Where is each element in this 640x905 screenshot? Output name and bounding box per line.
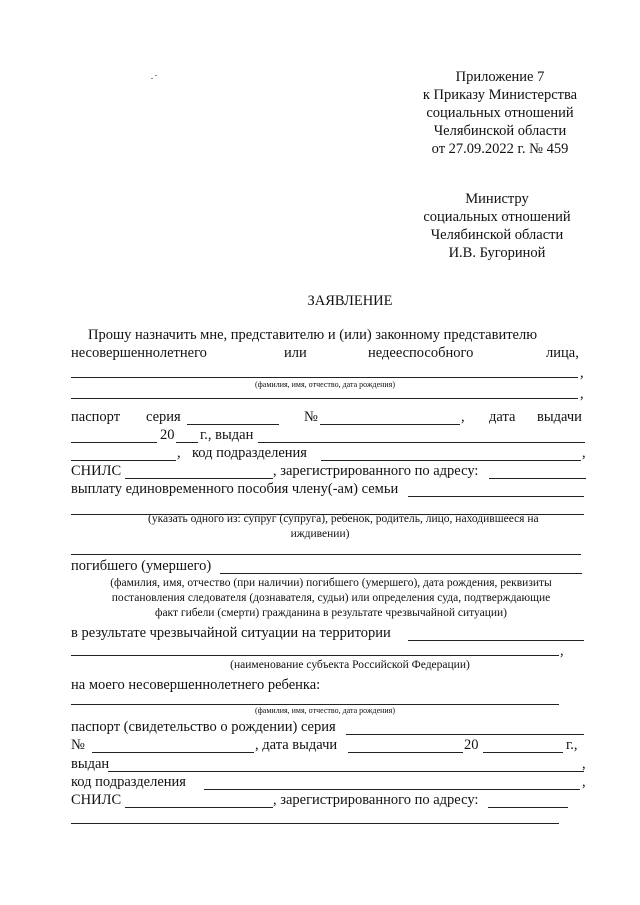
issued-by-field[interactable] xyxy=(258,442,585,443)
number-label: № xyxy=(304,409,318,425)
snils-field[interactable] xyxy=(125,478,273,479)
hint-deceased: постановления следователя (дознавателя, судьи) или определения суда, подтверждающие xyxy=(111,592,551,604)
child-issue-date-field[interactable] xyxy=(348,752,463,753)
region-field[interactable] xyxy=(408,640,584,641)
minor-child-label: на моего несовершеннолетнего ребенка: xyxy=(71,677,321,693)
address-field[interactable] xyxy=(489,478,586,479)
comma: , xyxy=(580,365,584,381)
child-address-field[interactable] xyxy=(488,807,568,808)
intro-word: или xyxy=(284,345,307,361)
issued-by-field-cont[interactable] xyxy=(71,460,176,461)
passport-series-field[interactable] xyxy=(187,424,279,425)
issue-label: выдачи xyxy=(537,409,582,425)
year-suffix: г., xyxy=(566,737,578,753)
issue-date-label: дата xyxy=(489,409,516,425)
deceased-name-field[interactable] xyxy=(220,573,582,574)
dept-code-label: код подразделения xyxy=(71,774,186,790)
addressee-line: социальных отношений xyxy=(423,209,571,225)
intro-word: недееспособного xyxy=(368,345,474,361)
snils-label: СНИЛС xyxy=(71,792,122,808)
child-number-field[interactable] xyxy=(92,752,254,753)
passport-number-field[interactable] xyxy=(320,424,460,425)
comma: , xyxy=(580,386,584,402)
child-issued-by-field[interactable] xyxy=(108,771,584,772)
registered-label: , зарегистрированного по адресу: xyxy=(273,463,479,479)
child-passport-label: паспорт (свидетельство о рождении) серия xyxy=(71,719,336,735)
hint-fio: (фамилия, имя, отчество, дата рождения) xyxy=(254,380,396,389)
comma: , xyxy=(177,445,181,461)
comma: , xyxy=(461,409,465,425)
addressee-line: Министру xyxy=(465,191,529,207)
child-fio-field[interactable] xyxy=(71,704,559,705)
deceased-label: погибшего (умершего) xyxy=(71,558,212,574)
comma: , xyxy=(582,756,586,772)
deceased-info-field[interactable] xyxy=(71,554,581,555)
applicant-fio-field[interactable] xyxy=(71,377,578,378)
hint-member-cont: иждивении) xyxy=(290,528,350,540)
hint-deceased: факт гибели (смерти) гражданина в результате чрезвычайной ситуации) xyxy=(155,607,507,619)
child-dept-code-field[interactable] xyxy=(204,789,580,790)
intro-word: лица, xyxy=(546,345,579,361)
hint-child: (фамилия, имя, отчество, дата рождения) xyxy=(254,706,396,715)
child-address-field-cont[interactable] xyxy=(71,823,559,824)
family-member-field[interactable] xyxy=(408,496,584,497)
hint-region: (наименование субъекта Российской Федерации) xyxy=(230,659,470,671)
applicant-extra-field[interactable] xyxy=(71,398,578,399)
comma: , xyxy=(582,774,586,790)
header-line: к Приказу Министерства xyxy=(422,87,578,103)
snils-label: СНИЛС xyxy=(71,463,122,479)
comma: , xyxy=(582,445,586,461)
hint-deceased: (фамилия, имя, отчество (при наличии) погибшего (умершего), дата рождения, реквизиты xyxy=(110,577,552,589)
intro-line: Прошу назначить мне, представителю и (или) законному представителю xyxy=(88,327,538,343)
scan-speck xyxy=(155,75,157,76)
registered-label: , зарегистрированного по адресу: xyxy=(273,792,479,808)
header-line: Приложение 7 xyxy=(455,69,545,85)
region-field-cont[interactable] xyxy=(71,655,559,656)
payment-label: выплату единовременного пособия члену(-ам) семьи xyxy=(71,481,399,497)
issued-by-label: г., выдан xyxy=(200,427,254,443)
number-sign: № xyxy=(71,737,85,753)
series-label: серия xyxy=(146,409,181,425)
addressee-line: Челябинской области xyxy=(430,227,564,243)
passport-label: паспорт xyxy=(71,409,121,425)
dept-code-field[interactable] xyxy=(321,460,581,461)
document-title: ЗАЯВЛЕНИЕ xyxy=(307,293,393,309)
comma: , xyxy=(560,643,564,659)
addressee-line: И.В. Бугориной xyxy=(448,245,546,261)
dept-code-label: код подразделения xyxy=(192,445,307,461)
issue-year-field[interactable] xyxy=(176,442,198,443)
scan-speck xyxy=(151,78,153,79)
year-prefix: 20 xyxy=(160,427,175,443)
issue-date-label: , дата выдачи xyxy=(255,737,338,753)
emergency-label: в результате чрезвычайной ситуации на территории xyxy=(71,625,391,641)
issue-day-month-field[interactable] xyxy=(71,442,157,443)
hint-member: (указать одного из: супруг (супруга), ребенок, родитель, лицо, находившееся на xyxy=(148,513,539,525)
intro-word: несовершеннолетнего xyxy=(71,345,207,361)
header-line: от 27.09.2022 г. № 459 xyxy=(431,141,569,157)
child-series-field[interactable] xyxy=(346,734,584,735)
year-prefix: 20 xyxy=(464,737,479,753)
child-snils-field[interactable] xyxy=(125,807,273,808)
header-line: Челябинской области xyxy=(433,123,567,139)
child-issue-year-field[interactable] xyxy=(483,752,563,753)
issued-label: выдан xyxy=(71,756,110,772)
header-line: социальных отношений xyxy=(426,105,574,121)
